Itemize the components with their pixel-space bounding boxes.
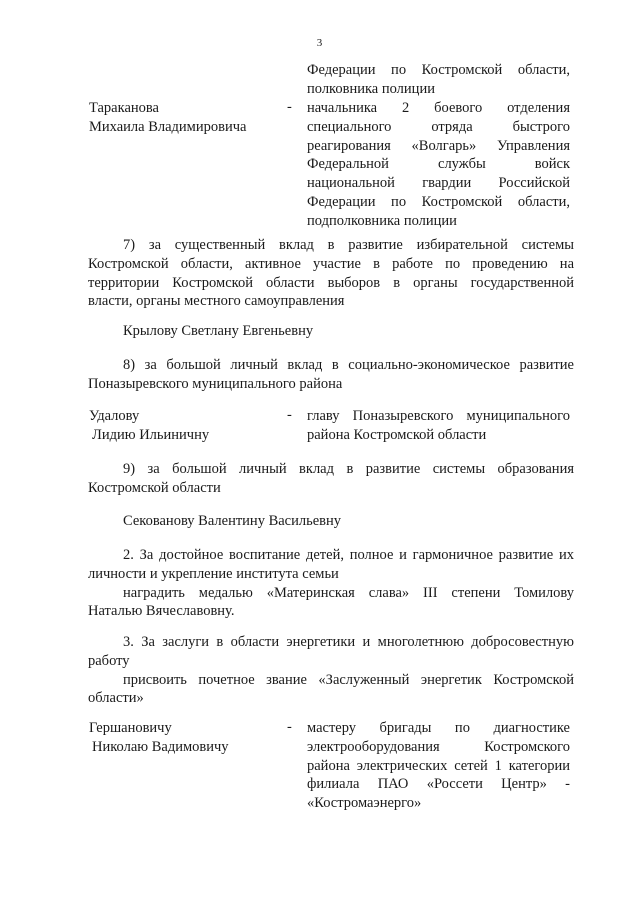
text-line: 7) за существенный вклад в развитие избирательной системы [123,237,574,253]
person-name-gershanovich [89,719,229,757]
position-taraknova [307,99,570,231]
name-line: Николаю Вадимовичу [92,738,229,755]
paragraph-7 [88,236,574,311]
text-line: 2. За достойное воспитание детей, полное и гармоничное развитие их [123,547,574,563]
text-line: 9) за большой личный вклад в развитие системы образования [123,461,574,477]
text-line: наградить медалью «Материнская слава» III степени Томилову [123,584,574,601]
text-line: работу [88,652,130,669]
text-line: 8) за большой личный вклад в социально-экономическое развитие [123,357,574,373]
text-line: власти, органы местного самоуправления [88,293,345,310]
name-line: Тараканова [89,100,159,116]
person-name-udalova [89,407,209,445]
text-line: Костромской области, активное участие в работе по проведению на [88,255,574,272]
person-name-krylova: Крылову Светлану Евгеньевну [123,323,314,339]
person-name-sekovanova: Секованову Валентину Васильевну [123,513,342,529]
name-line: Лидию Ильиничну [92,426,210,443]
position-continuation [307,61,570,99]
text-line: главу Поназыревского муниципального [307,408,570,424]
text-line: специального отряда быстрого [307,118,570,135]
name-line: Михаила Владимировича [89,118,247,135]
text-line: мастеру бригады по диагностике [307,720,570,736]
dash-separator: - [287,719,292,735]
text-line: реагирования «Волгарь» Управления [307,137,570,154]
text-line: начальника 2 боевого отделения [307,100,570,116]
text-line: личности и укрепление института семьи [88,565,339,582]
text-line: электрооборудования Костромского [307,738,570,755]
text-line: Федерации по Костромской области, [307,62,570,78]
text-line: Поназыревского муниципального района [88,375,343,392]
page-number: 3 [316,37,323,49]
text-line: подполковника полиции [307,212,457,229]
position-gershanovich [307,719,570,813]
section-2 [88,546,574,621]
name-line: Удалову [89,408,140,424]
text-line: 3. За заслуги в области энергетики и многолетнюю добросовестную [123,634,574,650]
text-line: Наталью Вячеславовну. [88,603,235,620]
text-line: территории Костромской области выборов в органы государственной [88,274,574,291]
name-line: Гершановичу [89,720,172,736]
text-line: «Костромаэнерго» [307,795,422,812]
section-3 [88,633,574,708]
dash-separator: - [287,99,292,115]
text-line: Федеральной службы войск [307,156,570,173]
text-line: полковника полиции [307,80,435,97]
text-line: области» [88,690,144,707]
text-line: района Костромской области [307,426,487,443]
text-line: Федерации по Костромской области, [307,193,570,210]
text-line: филиала ПАО «Россети Центр» - [307,776,570,793]
paragraph-8 [88,356,574,394]
paragraph-9 [88,460,574,498]
text-line: района электрических сетей 1 категории [307,757,570,774]
text-line: Костромской области [88,479,221,496]
text-line: национальной гвардии Российской [307,175,570,192]
person-name-taraknova [89,99,246,137]
position-udalova [307,407,570,445]
dash-separator: - [287,407,292,423]
text-line: присвоить почетное звание «Заслуженный энергетик Костромской [123,671,574,688]
